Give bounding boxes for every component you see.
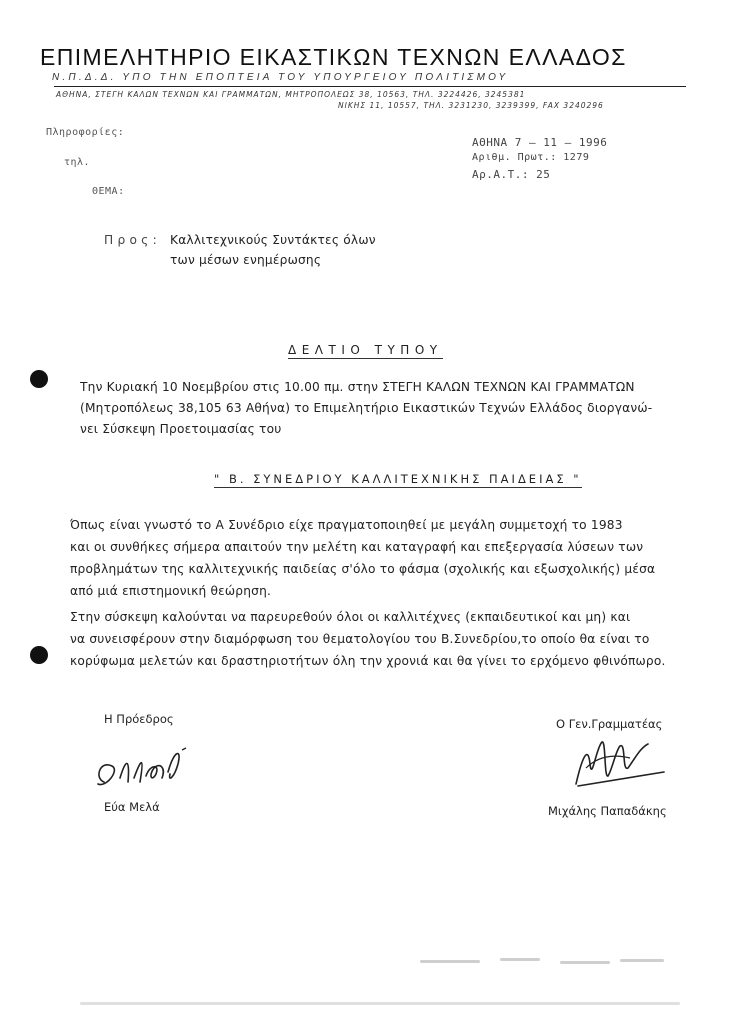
date-line: ΑΘΗΝΑ 7 – 11 – 1996 <box>472 136 608 149</box>
paragraph-2-line-4: από μιά επιστημονική θεώρηση. <box>70 584 272 598</box>
scan-artifact <box>500 958 540 961</box>
paragraph-2-line-3: προβλημάτων της καλλιτεχνικής παιδείας σ'όλο το φάσμα (σχολικής και εξωσχολικής) μέσα <box>70 562 656 576</box>
phone-label: τηλ. <box>64 157 91 168</box>
paragraph-2-line-2: και οι συνθήκες σήμερα απαιτούν την μελέτη και καταγραφή και επεξεργασία λύσεων των <box>70 540 644 554</box>
scan-artifact <box>620 959 664 962</box>
press-release-heading-text: ΔΕΛΤΙΟ ΤΥΠΟΥ <box>288 343 443 357</box>
protocol-line: Αριθμ. Πρωτ.: 1279 <box>472 152 590 163</box>
hole-punch-top <box>30 370 48 388</box>
paragraph-2-line-6: να συνεισφέρουν στην διαμόρφωση του θεματολογίου του Β.Συνεδρίου,το οποίο θα είναι το <box>70 632 650 646</box>
press-release-heading <box>288 343 443 357</box>
paragraph-1-line-3: νει Σύσκεψη Προετοιμασίας του <box>80 422 282 436</box>
president-name: Εύα Μελά <box>104 800 160 814</box>
subject-label: ΘΕΜΑ: <box>92 186 125 197</box>
paragraph-1-line-2: (Μητροπόλεως 38,105 63 Αθήνα) το Επιμελητήριο Εικαστικών Τεχνών Ελλάδος διοργανώ- <box>80 401 653 415</box>
paragraph-1-line-1: Την Κυριακή 10 Νοεμβρίου στις 10.00 πμ. στην ΣΤΕΓΗ ΚΑΛΩΝ ΤΕΧΝΩΝ ΚΑΙ ΓΡΑΜΜΑΤΩΝ <box>80 380 635 394</box>
info-label: Πληροφορίες: <box>46 127 125 138</box>
letterhead-subtitle: Ν.Π.Δ.Δ. ΥΠΟ ΤΗΝ ΕΠΟΠΤΕΙΑ ΤΟΥ ΥΠΟΥΡΓΕΙΟΥ ΠΟΛΙΤΙΣΜΟΥ <box>52 72 509 83</box>
scan-artifact <box>80 1002 680 1005</box>
reference-line: Αρ.Α.Τ.: 25 <box>472 168 551 181</box>
letterhead-address-line-2: ΝΙΚΗΣ 11, 10557, ΤΗΛ. 3231230, 3239399, FAX 3240296 <box>338 101 604 110</box>
letterhead-title: ΕΠΙΜΕΛΗΤΗΡΙΟ ΕΙΚΑΣΤΙΚΩΝ ΤΕΧΝΩΝ ΕΛΛΑΔΟΣ <box>40 44 627 70</box>
letterhead-address-line-1: ΑΘΗΝΑ, ΣΤΕΓΗ ΚΑΛΩΝ ΤΕΧΝΩΝ ΚΑΙ ΓΡΑΜΜΑΤΩΝ, ΜΗΤΡΟΠΟΛΕΩΣ 38, 10563, ΤΗΛ. 3224426, 3245381 <box>56 90 526 99</box>
paragraph-2-line-5: Στην σύσκεψη καλούνται να παρευρεθούν όλοι οι καλλιτέχνες (εκπαιδευτικοί και μη) και <box>70 610 631 624</box>
scan-artifact <box>420 960 480 963</box>
paragraph-2-line-7: κορύφωμα μελετών και δραστηριοτήτων όλη την χρονιά και θα γίνει το ερχόμενο φθινόπωρο. <box>70 654 666 668</box>
hole-punch-bottom <box>30 646 48 664</box>
president-title: Η Πρόεδρος <box>104 712 174 726</box>
congress-heading-text: " Β. ΣΥΝΕΔΡΙΟΥ ΚΑΛΛΙΤΕΧΝΙΚΗΣ ΠΑΙΔΕΙΑΣ " <box>214 472 582 486</box>
recipient-line-1: Καλλιτεχνικούς Συντάκτες όλων <box>170 233 376 247</box>
recipient-label: Π ρ ο ς : <box>104 233 157 247</box>
secretary-signature <box>568 728 678 798</box>
paragraph-2-line-1: Όπως είναι γνωστό το Α Συνέδριο είχε πραγματοποιηθεί με μεγάλη συμμετοχή το 1983 <box>70 518 623 532</box>
president-signature <box>90 738 200 798</box>
secretary-title: Ο Γεν.Γραμματέας <box>556 717 663 731</box>
recipient-line-2: των μέσων ενημέρωσης <box>170 253 322 267</box>
letterhead-rule <box>54 86 686 87</box>
secretary-name: Μιχάλης Παπαδάκης <box>548 804 667 818</box>
congress-heading <box>214 472 582 486</box>
scan-artifact <box>560 961 610 964</box>
